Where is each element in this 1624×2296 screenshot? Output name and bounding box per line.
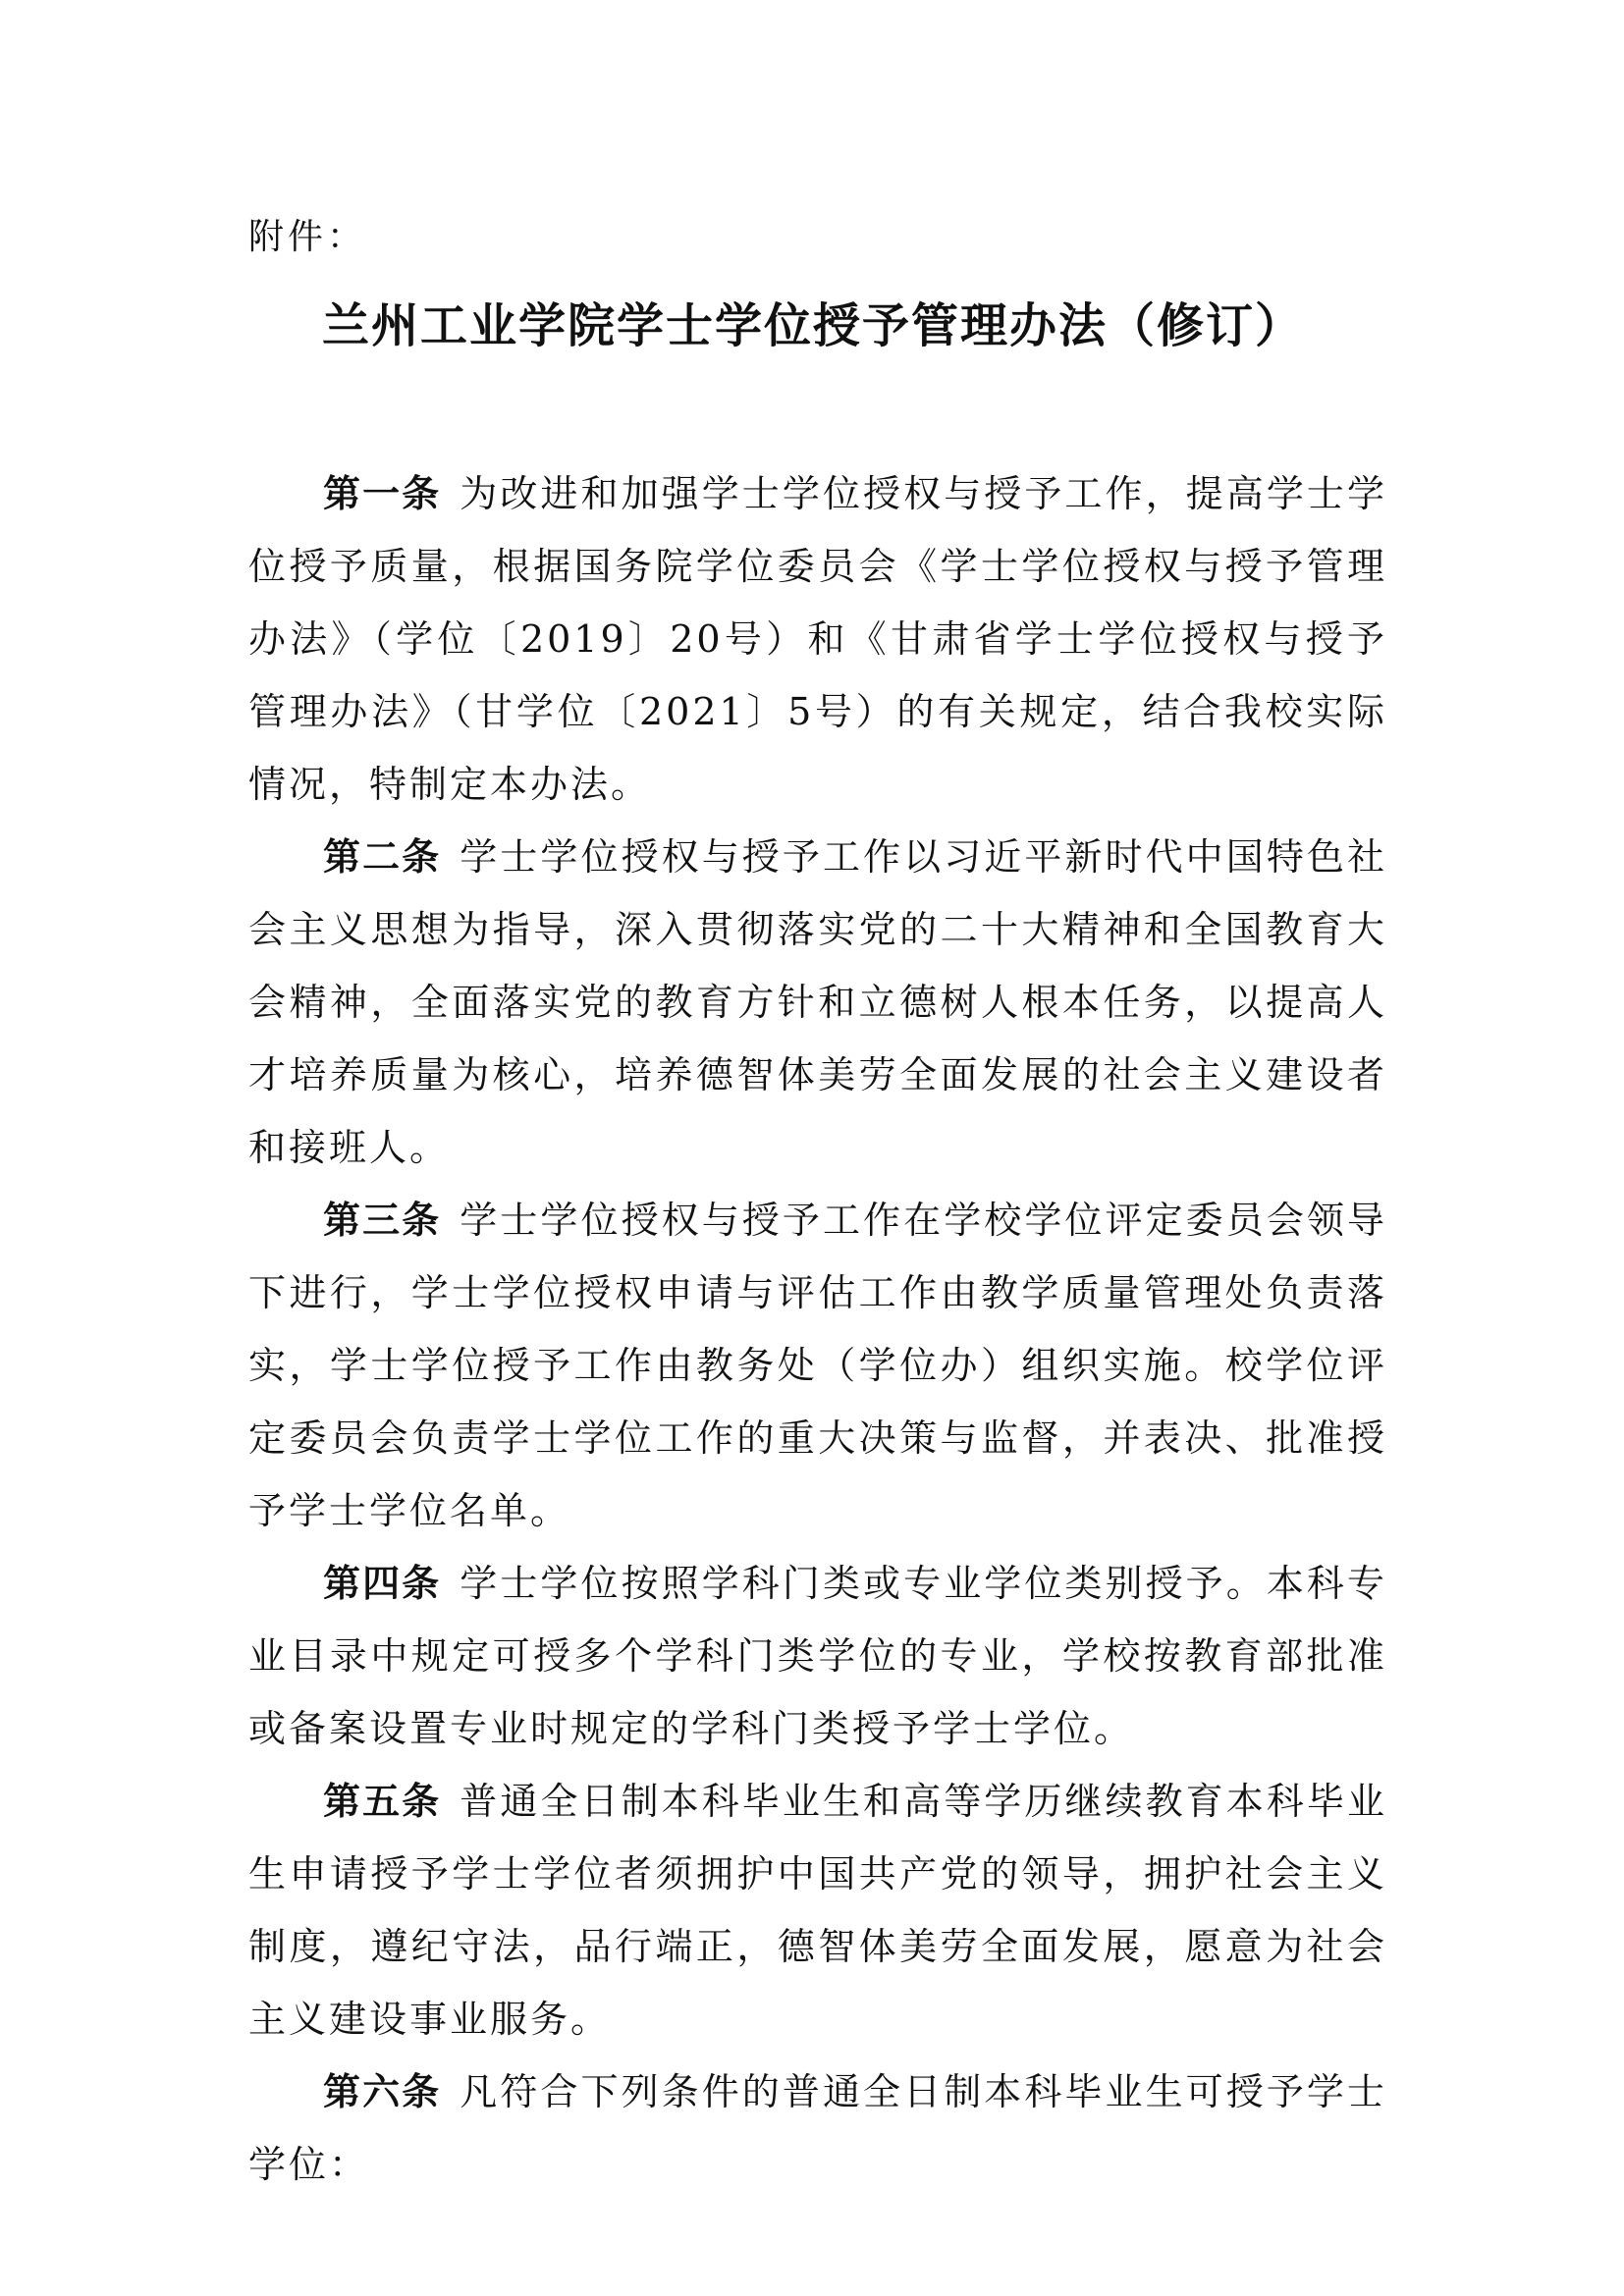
attachment-label: 附件： [248,217,367,257]
article-number: 第一条 [323,472,442,515]
article-number: 第二条 [323,835,442,879]
document-title: 兰州工业学院学士学位授予管理办法（修订） [321,298,1304,353]
article-1 [248,457,1387,821]
article-number: 第四条 [323,1562,442,1605]
document-body [248,457,1387,2201]
article-text: 为改进和加强学士学位授权与授予工作，提高学士学位授予质量，根据国务院学位委员会《学士学位授权与授予管理办法》（学位〔2019〕20号）和《甘肃省学士学位授权与授予管理办法》（甘学位〔2021〕5号）的有关规定，结合我校实际情况，特制定本办法。 [248,472,1387,806]
article-text: 凡符合下列条件的普通全日制本科毕业生可授予学士学位： [248,2070,1387,2186]
article-3 [248,1184,1387,1547]
article-text: 普通全日制本科毕业生和高等学历继续教育本科毕业生申请授予学士学位者须拥护中国共产党的领导，拥护社会主义制度，遵纪守法，品行端正，德智体美劳全面发展，愿意为社会主义建设事业服务。 [248,1780,1387,2041]
article-6 [248,2056,1387,2201]
article-number: 第六条 [323,2070,442,2113]
article-text: 学士学位授权与授予工作在学校学位评定委员会领导下进行，学士学位授权申请与评估工作由教学质量管理处负责落实，学士学位授予工作由教务处（学位办）组织实施。校学位评定委员会负责学士学位工作的重大决策与监督，并表决、批准授予学士学位名单。 [248,1199,1387,1532]
article-number: 第三条 [323,1199,442,1242]
article-4 [248,1547,1387,1765]
article-text: 学士学位授权与授予工作以习近平新时代中国特色社会主义思想为指导，深入贯彻落实党的二十大精神和全国教育大会精神，全面落实党的教育方针和立德树人根本任务，以提高人才培养质量为核心，培养德智体美劳全面发展的社会主义建设者和接班人。 [248,835,1387,1169]
article-text: 学士学位按照学科门类或专业学位类别授予。本科专业目录中规定可授多个学科门类学位的专业，学校按教育部批准或备案设置专业时规定的学科门类授予学士学位。 [248,1562,1387,1750]
article-number: 第五条 [323,1780,442,1823]
article-2 [248,821,1387,1184]
article-5 [248,1765,1387,2056]
